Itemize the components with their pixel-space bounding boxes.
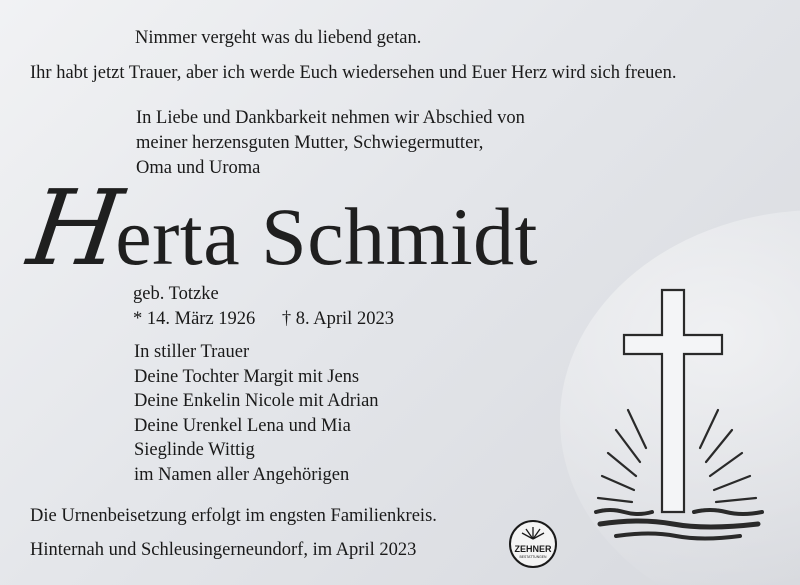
intro-line-3: Oma und Uroma (136, 158, 261, 178)
intro-line-1: In Liebe und Dankbarkeit nehmen wir Abschied von (136, 108, 525, 128)
deceased-name-rest: erta Schmidt (115, 191, 538, 282)
mourner-line: Deine Tochter Margit mit Jens (134, 366, 360, 387)
place-date: Hinternah und Schleusingerneundorf, im April 2023 (30, 540, 417, 560)
mourner-line: Deine Urenkel Lena und Mia (134, 415, 351, 436)
logo-subtext: BESTATTUNGEN (519, 555, 547, 559)
funeral-note: Die Urnenbeisetzung erfolgt im engsten Familienkreis. (30, 506, 437, 526)
mourner-line: Deine Enkelin Nicole mit Adrian (134, 391, 379, 411)
mourner-line: In stiller Trauer (134, 342, 250, 362)
mourners-list (134, 340, 379, 487)
deceased-name-initial: H (21, 167, 130, 289)
mourner-line: im Namen aller Angehörigen (134, 464, 350, 485)
birth-name: geb. Totzke (133, 284, 219, 304)
zehner-logo (508, 519, 558, 569)
verse-line-1: Nimmer vergeht was du liebend getan. (135, 28, 422, 48)
mourner-line: Sieglinde Wittig (134, 440, 255, 460)
life-dates (133, 307, 394, 331)
cross-with-rays-icon (580, 280, 780, 560)
birth-date: * 14. März 1926 (133, 309, 256, 329)
verse-line-2: Ihr habt jetzt Trauer, aber ich werde Euch wiedersehen und Euer Herz wird sich freuen. (30, 63, 677, 83)
death-date: † 8. April 2023 (281, 309, 394, 329)
intro-line-2: meiner herzensguten Mutter, Schwiegermutter, (136, 133, 484, 153)
logo-text: ZEHNER (514, 544, 552, 554)
